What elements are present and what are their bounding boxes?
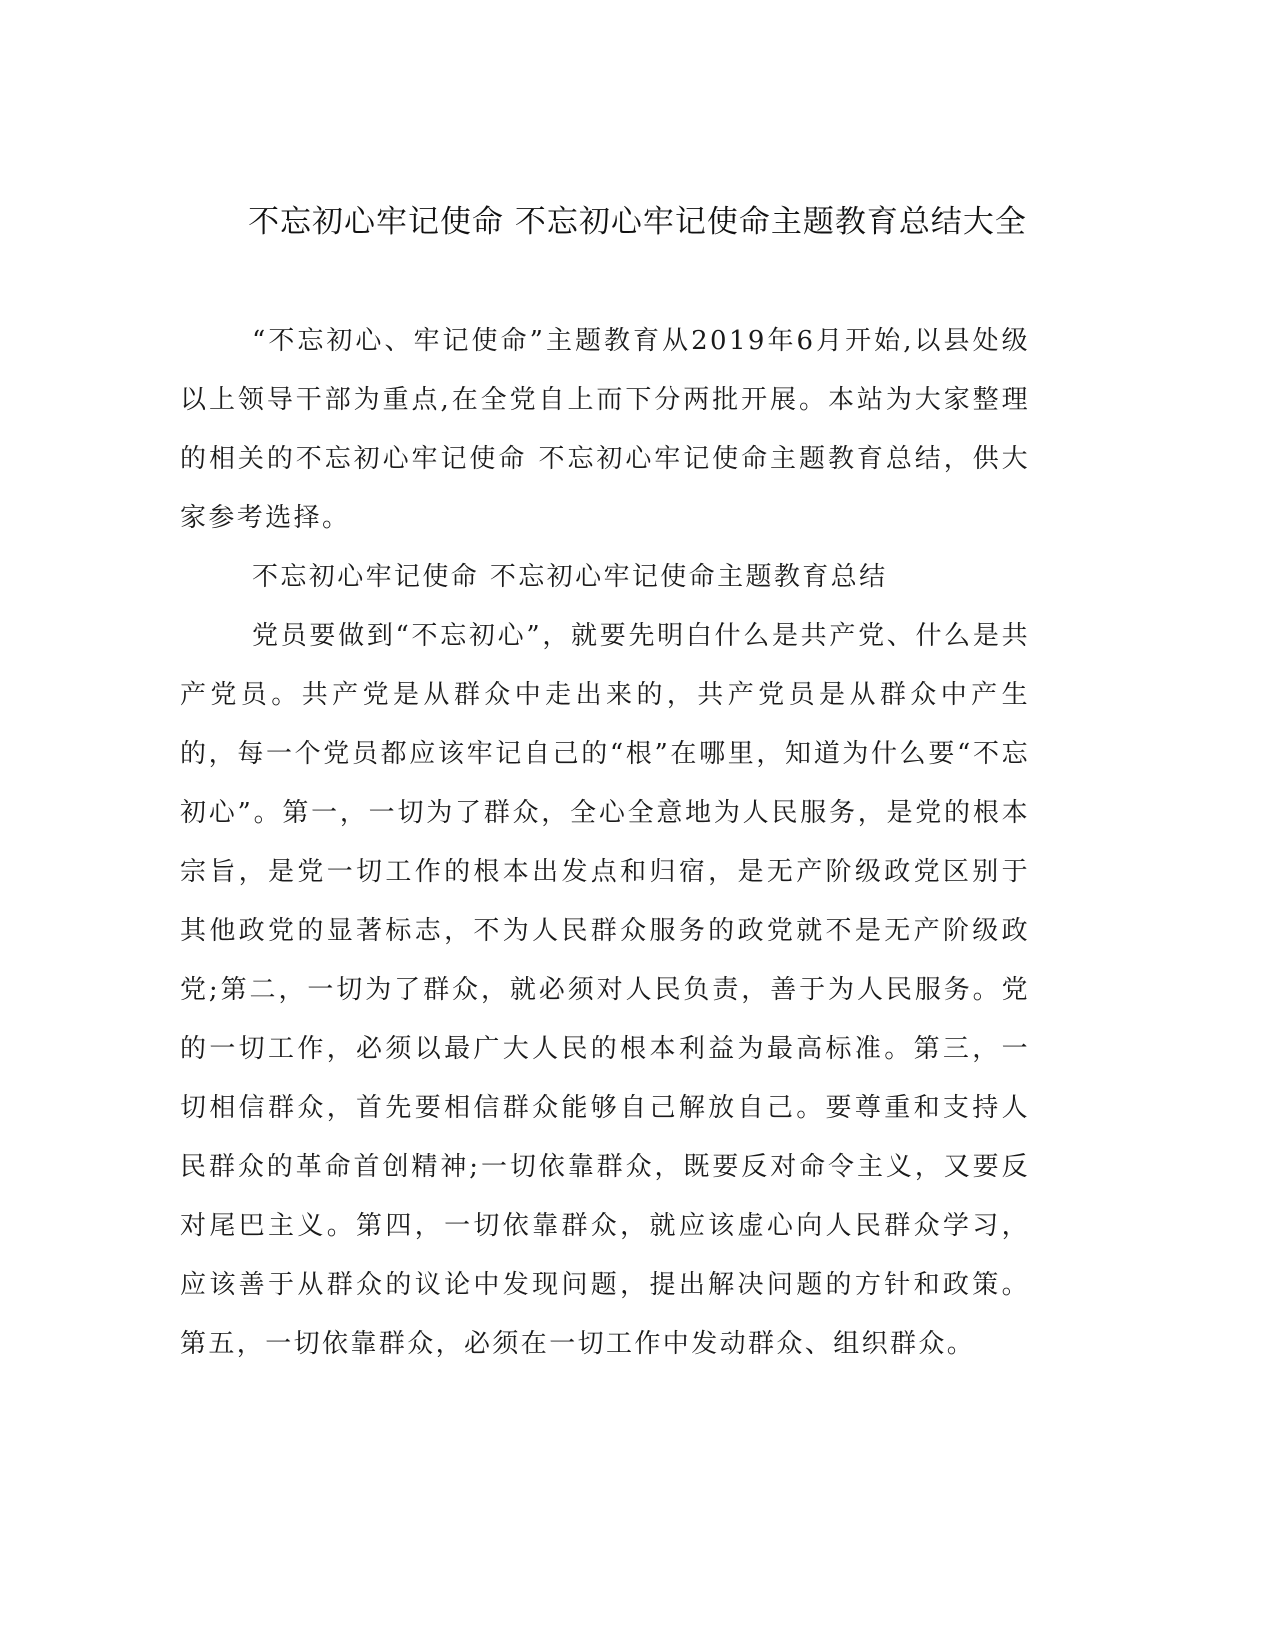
section-heading: 不忘初心牢记使命 不忘初心牢记使命主题教育总结: [252, 562, 888, 592]
main-paragraph: 党员要做到“不忘初心”，就要先明白什么是共产党、什么是共产党员。共产党是从群众中走出来的，共产党员是从群众中产生的，每一个党员都应该牢记自己的“根”在哪里，知道为什么要“不忘初心”。第一，一切为了群众，全心全意地为人民服务，是党的根本宗旨，是党一切工作的根本出发点和归宿，是无产阶级政党区别于其他政党的显著标志，不为人民群众服务的政党就不是无产阶级政党;第二，一切为了群众，就必须对人民负责，善于为人民服务。党的一切工作，必须以最广大人民的根本利益为最高标准。第三，一切相信群众，首先要相信群众能够自己解放自己。要尊重和支持人民群众的革命首创精神;一切依靠群众，既要反对命令主义，又要反对尾巴主义。第四，一切依靠群众，就应该虚心向人民群众学习，应该善于从群众的议论中发现问题，提出解决问题的方针和政策。第五，一切依靠群众，必须在一切工作中发动群众、组织群众。: [180, 621, 1030, 1359]
document-body: [180, 312, 1030, 1374]
intro-paragraph: “不忘初心、牢记使命”主题教育从2019年6月开始,以县处级以上领导干部为重点,在全党自上而下分两批开展。本站为大家整理的相关的不忘初心牢记使命 不忘初心牢记使命主题教育总结，供大家参考选择。: [180, 326, 1030, 533]
document-title: 不忘初心牢记使命 不忘初心牢记使命主题教育总结大全: [248, 204, 1027, 240]
